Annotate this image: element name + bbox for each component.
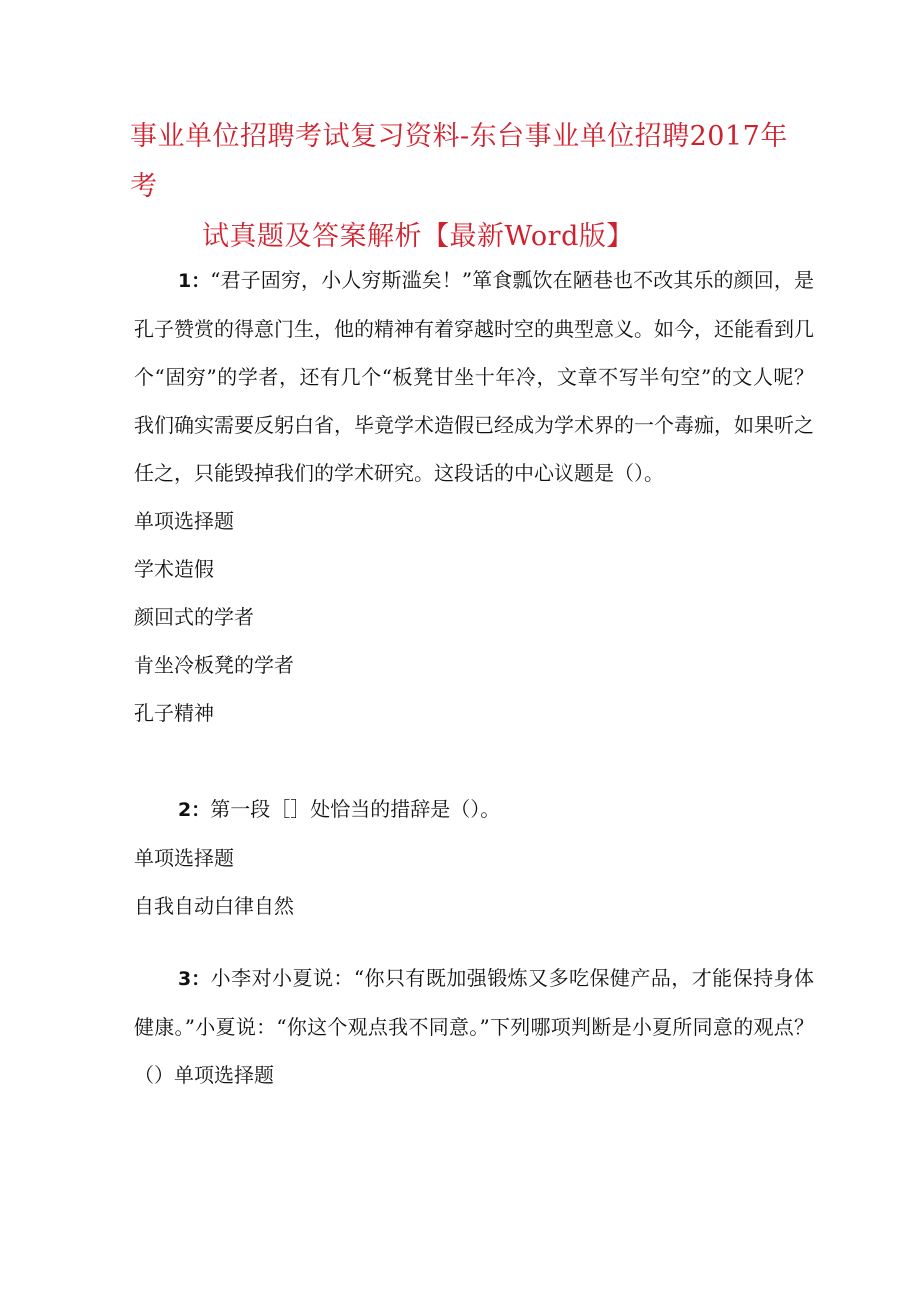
question-2-text bbox=[134, 785, 814, 834]
question-3-text bbox=[134, 954, 814, 1099]
title-line-1: 事业单位招聘考试复习资料-东台事业单位招聘2017年考 bbox=[130, 121, 788, 202]
question-1-body: “君子固穷，小人穷斯滥矣！”箪食瓢饮在陋巷也不改其乐的颜回，是孔子赞赏的得意门生，他的精神有着穿越时空的典型意义。如今，还能看到几个“固穷”的学者，还有几个“板凳甘坐十年冷，文章不写半句空”的文人呢？我们确实需要反躬白省，毕竟学术造假已经成为学术界的一个毒痂，如果听之任之，只能毁掉我们的学术研究。这段话的中心议题是（）。 bbox=[134, 268, 814, 485]
question-1-option-d: 孔子精神 bbox=[134, 701, 214, 725]
question-1-type: 单项选择题 bbox=[134, 509, 234, 533]
question-2-body: 第一段［］处恰当的措辞是（）。 bbox=[210, 797, 501, 821]
question-3-number: 3： bbox=[178, 968, 211, 990]
question-3-body: 小李对小夏说：“你只有既加强锻炼又多吃保健产品，才能保持身体健康。”小夏说：“你这个观点我不同意。”下列哪项判断是小夏所同意的观点？（）单项选择题 bbox=[134, 966, 814, 1087]
question-1-option-a: 学术造假 bbox=[134, 557, 214, 581]
question-1-number: 1： bbox=[178, 270, 211, 292]
question-2-number: 2： bbox=[178, 799, 211, 821]
question-2-option-a: 自我自动白律自然 bbox=[134, 894, 294, 918]
title-line-2: 试真题及答案解析【最新Word版】 bbox=[202, 221, 634, 252]
question-1-text bbox=[134, 256, 814, 497]
document-body bbox=[134, 256, 814, 1099]
question-2-type: 单项选择题 bbox=[134, 846, 234, 870]
question-1-option-b: 颜回式的学者 bbox=[134, 605, 254, 629]
spacer bbox=[134, 737, 814, 785]
question-1-option-c: 肯坐冷板凳的学者 bbox=[134, 653, 294, 677]
document-title bbox=[130, 112, 800, 262]
spacer bbox=[134, 930, 814, 954]
